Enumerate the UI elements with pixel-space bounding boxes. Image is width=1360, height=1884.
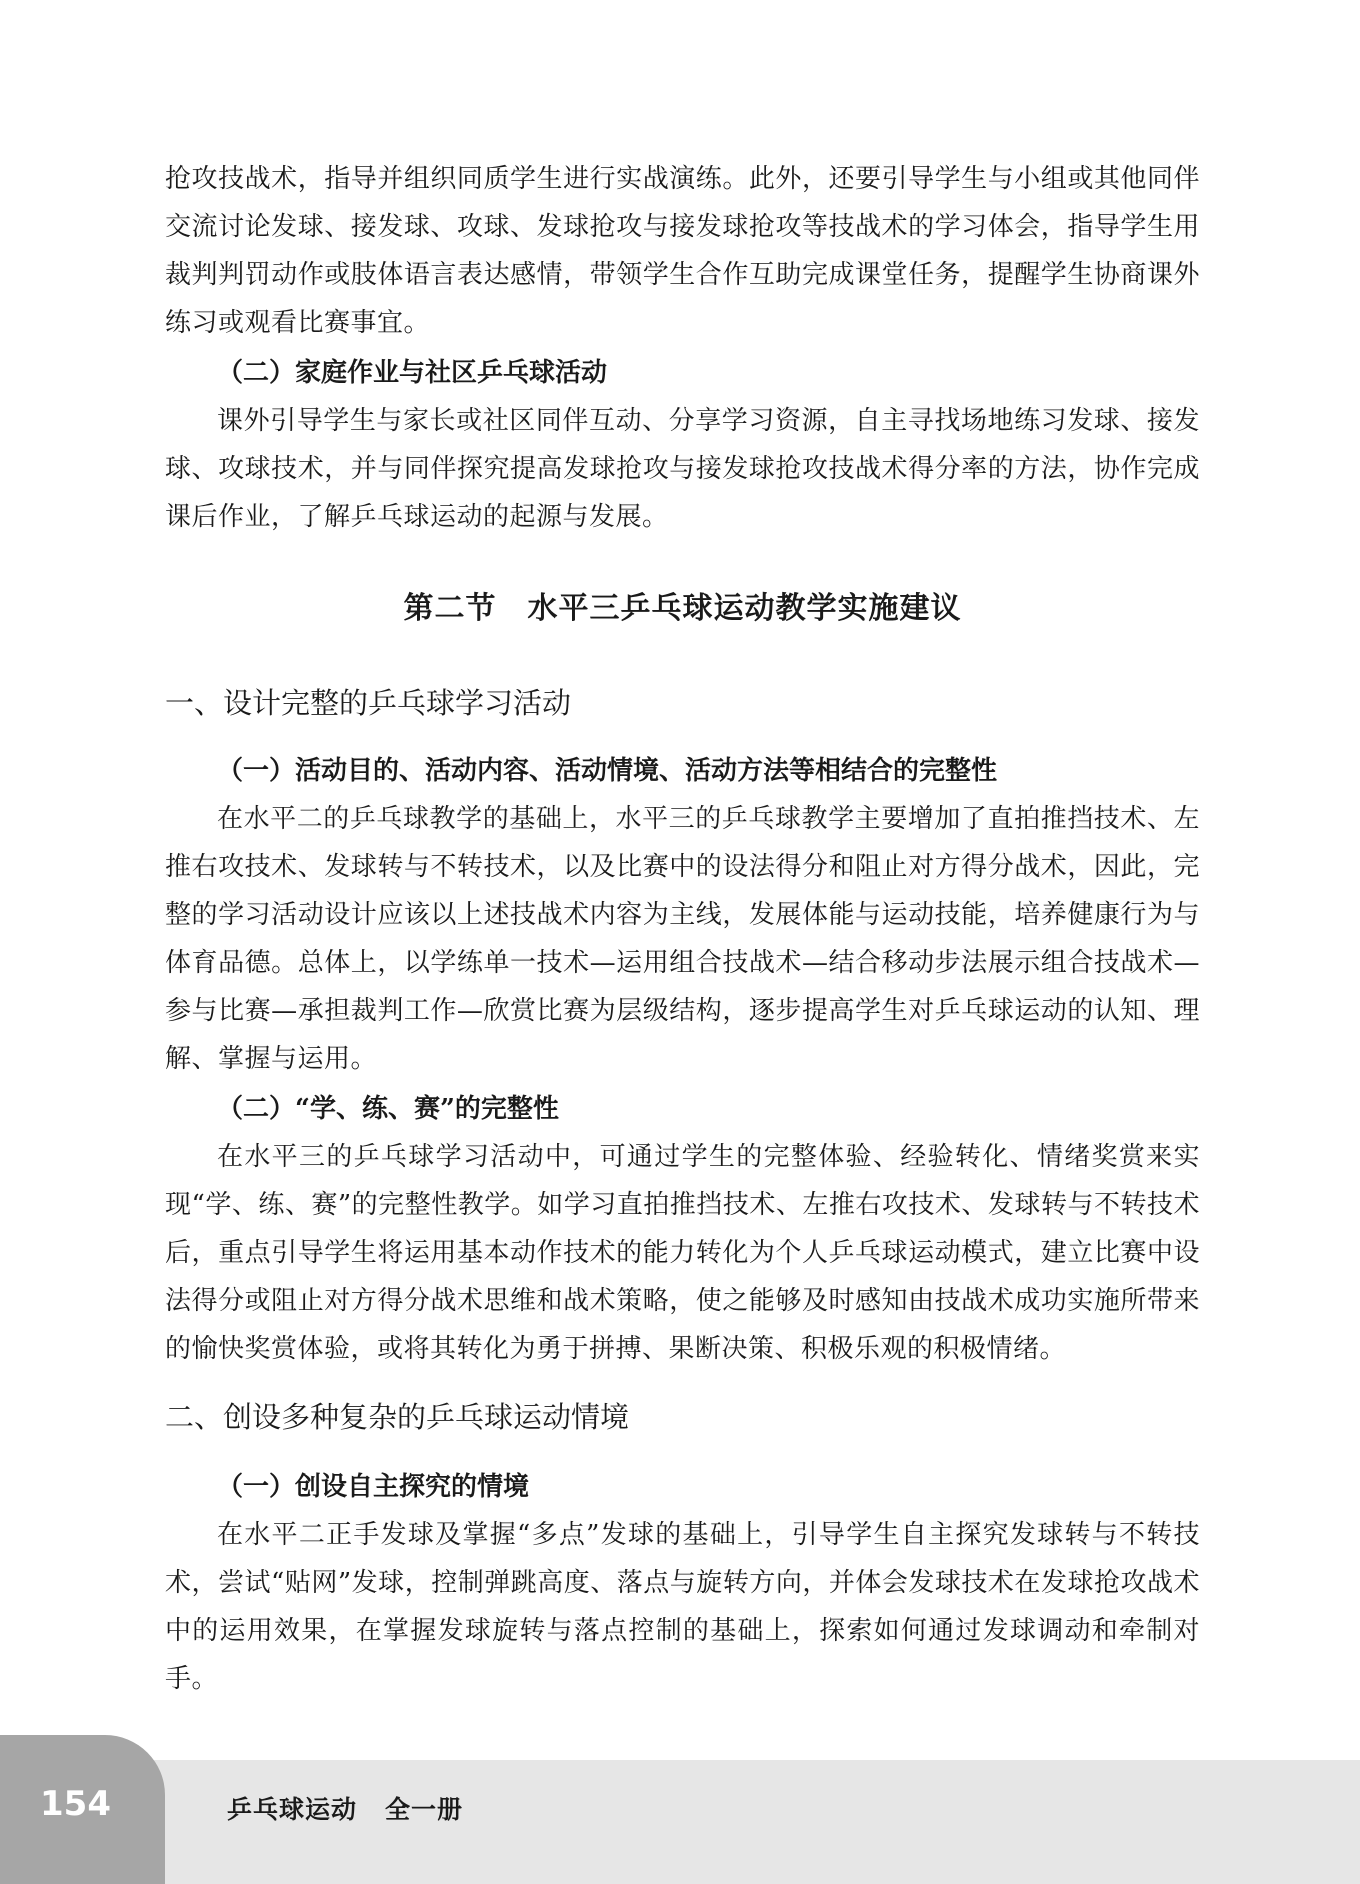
heading-1: 一、设计完整的乒乓球学习活动 [165,686,572,720]
heading-1: 二、创设多种复杂的乒乓球运动情境 [165,1400,630,1434]
page-number: 154 [40,1784,111,1824]
subheading: （二）家庭作业与社区乒乓球活动 [217,358,608,388]
subheading: （二）“学、练、赛”的完整性 [217,1094,559,1124]
paragraph: 在水平二的乒乓球教学的基础上，水平三的乒乓球教学主要增加了直拍推挡技术、左推右攻技术、发球转与不转技术，以及比赛中的设法得分和阻止对方得分战术，因此，完整的学习活动设计应该以上述技战术内容为主线，发展体能与运动技能，培养健康行为与体育品德。总体上，以学练单一技术—运用组合技战术—结合移动步法展示组合技战术—参与比赛—承担裁判工作—欣赏比赛为层级结构，逐步提高学生对乒乓球运动的认知、理解、掌握与运用。 [165,804,1200,1074]
section-title: 第二节 水平三乒乓球运动教学实施建议 [403,591,962,626]
subheading: （一）活动目的、活动内容、活动情境、活动方法等相结合的完整性 [217,756,998,786]
subheading: （一）创设自主探究的情境 [217,1472,530,1502]
paragraph: 抢攻技战术，指导并组织同质学生进行实战演练。此外，还要引导学生与小组或其他同伴交流讨论发球、接发球、攻球、发球抢攻与接发球抢攻等技战术的学习体会，指导学生用裁判判罚动作或肢体语言表达感情，带领学生合作互助完成课堂任务，提醒学生协商课外练习或观看比赛事宜。 [165,164,1200,338]
paragraph: 课外引导学生与家长或社区同伴互动、分享学习资源，自主寻找场地练习发球、接发球、攻球技术，并与同伴探究提高发球抢攻与接发球抢攻技战术得分率的方法，协作完成课后作业，了解乒乓球运动的起源与发展。 [165,406,1200,532]
paragraph: 在水平二正手发球及掌握“多点”发球的基础上，引导学生自主探究发球转与不转技术，尝试“贴网”发球，控制弹跳高度、落点与旋转方向，并体会发球技术在发球抢攻战术中的运用效果，在掌握发球旋转与落点控制的基础上，探索如何通过发球调动和牵制对手。 [165,1520,1200,1694]
book-volume: 全一册 [385,1795,464,1824]
page-content [165,155,1200,1703]
book-title [227,1790,463,1826]
book-name: 乒乓球运动 [227,1795,358,1824]
paragraph: 在水平三的乒乓球学习活动中，可通过学生的完整体验、经验转化、情绪奖赏来实现“学、练、赛”的完整性教学。如学习直拍推挡技术、左推右攻技术、发球转与不转技术后，重点引导学生将运用基本动作技术的能力转化为个人乒乓球运动模式，建立比赛中设法得分或阻止对方得分战术思维和战术策略，使之能够及时感知由技战术成功实施所带来的愉快奖赏体验，或将其转化为勇于拼搏、果断决策、积极乐观的积极情绪。 [165,1142,1200,1364]
footer-band [0,1760,1360,1884]
